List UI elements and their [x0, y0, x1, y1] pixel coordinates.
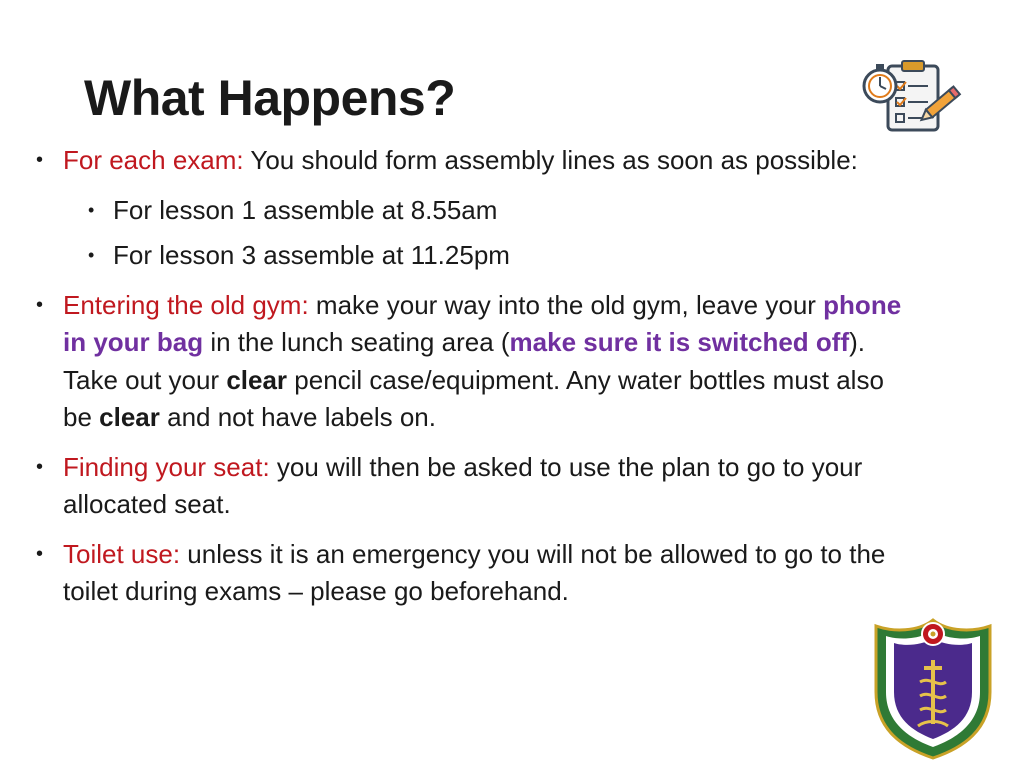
bullet-text: pencil case/equipment. Any water bottles must also be	[63, 364, 884, 432]
stopwatch-clipboard-pencil-icon	[858, 56, 962, 136]
bullet-entering-old-gym	[36, 287, 908, 437]
highlight-phone: phone in your bag	[63, 289, 902, 357]
bullet-text: ). Take out your	[63, 327, 865, 395]
bullet-toilet-use	[36, 536, 908, 611]
bullet-label: Toilet use:	[63, 538, 181, 569]
bullet-glyph: •	[88, 199, 95, 220]
school-crest-icon	[868, 612, 998, 762]
sub-bullet-lesson-1	[36, 192, 908, 230]
sub-bullet-text: For lesson 1 assemble at 8.55am	[113, 194, 498, 225]
emphasis-clear: clear	[99, 402, 160, 432]
sub-bullet-text: For lesson 3 assemble at 11.25pm	[113, 240, 510, 270]
bullet-label: Finding your seat:	[63, 451, 270, 482]
sub-bullet-lesson-3	[36, 237, 908, 275]
highlight-switched-off: make sure it is switched off	[509, 327, 850, 357]
bullet-text: in the lunch seating area (	[203, 327, 510, 357]
bullet-text: you will then be asked to use the plan to go to your allocated seat.	[63, 451, 863, 519]
bullet-glyph: •	[36, 149, 44, 171]
bullet-label: For each exam:	[63, 145, 244, 175]
slide-content	[36, 142, 908, 623]
bullet-glyph: •	[36, 293, 44, 316]
bullet-text: and not have labels on.	[159, 402, 436, 432]
slide-title: What Happens?	[84, 70, 456, 126]
bullet-text: You should form assembly lines as soon as possible:	[243, 145, 858, 175]
bullet-glyph: •	[36, 455, 44, 478]
emphasis-clear: clear	[226, 364, 288, 395]
bullet-glyph: •	[88, 245, 95, 265]
bullet-glyph: •	[36, 542, 44, 565]
bullet-finding-seat	[36, 449, 908, 524]
bullet-text: unless it is an emergency you will not be allowed to go to the toilet during exams – please go beforehand.	[63, 538, 886, 606]
bullet-label: Entering the old gym:	[63, 289, 309, 320]
bullet-text: make your way into the old gym, leave your	[308, 289, 824, 320]
bullet-for-each-exam	[36, 142, 908, 180]
